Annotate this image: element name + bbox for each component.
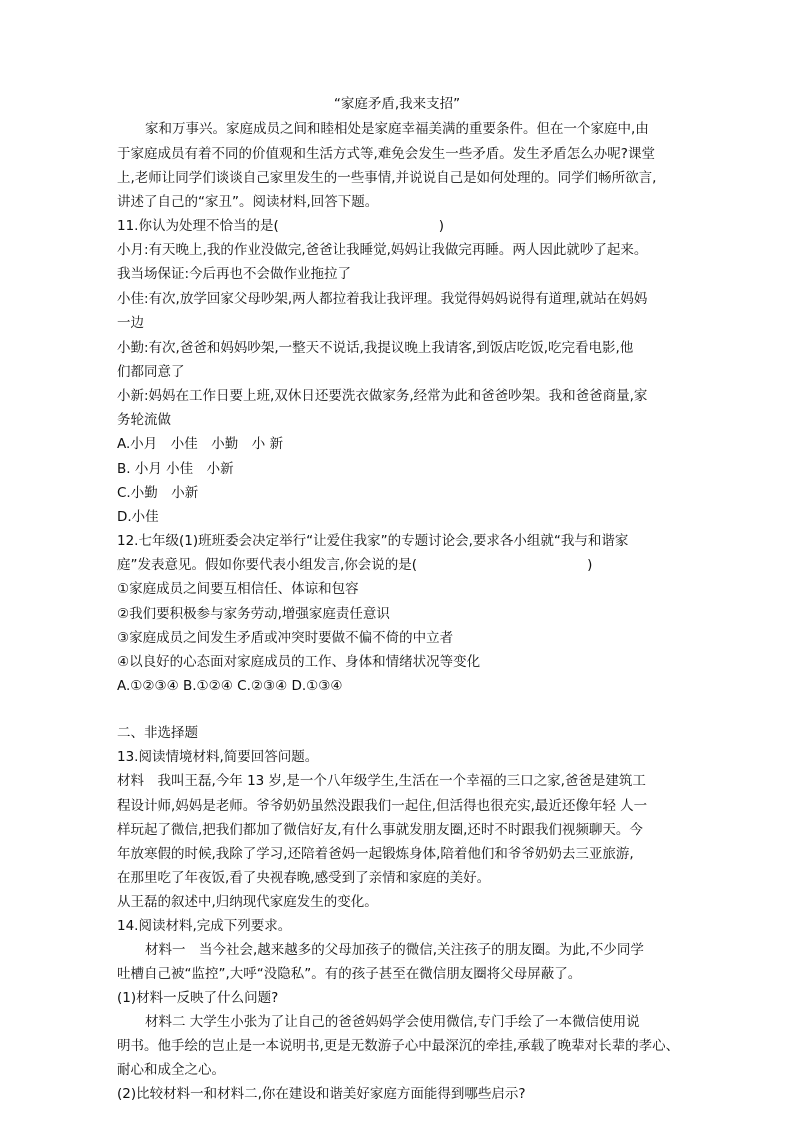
q12-stem-line1: 12.七年级(1)班班委会决定举行“让爱住我家”的专题讨论会,要求各小组就“我与和谐家: [117, 533, 629, 549]
q12-item: ②我们要积极参与家务劳动,增强家庭责任意识: [117, 606, 390, 622]
q13-material-line: 样玩起了微信,把我们都加了微信好友,有什么事就发朋友圈,还时不时跟我们视频聊天。今: [117, 822, 643, 838]
q14-material2-line: 耐心和成全之心。: [117, 1062, 225, 1078]
q11-stem-close: ): [438, 218, 445, 234]
q14-question2: (2)比较材料一和材料二,你在建设和谐美好家庭方面能得到哪些启示?: [117, 1086, 526, 1102]
intro-line: 于家庭成员有着不同的价值观和生活方式等,难免会发生一些矛盾。发生矛盾怎么办呢?课堂: [117, 146, 655, 162]
q11-material-line: 小月:有天晚上,我的作业没做完,爸爸让我睡觉,妈妈让我做完再睡。两人因此就吵了起来。: [117, 242, 648, 258]
q14-stem: 14.阅读材料,完成下列要求。: [117, 918, 292, 934]
q12-item: ④以良好的心态面对家庭成员的工作、身体和情绪状况等变化: [117, 654, 481, 670]
q11-material-line: 小新:妈妈在工作日要上班,双休日还要洗衣做家务,经常为此和爸爸吵架。我和爸爸商量,家: [117, 388, 648, 404]
q14-material2-line: 明书。他手绘的岂止是一本说明书,更是无数游子心中最深沉的牵挂,承载了晚辈对长辈的孝心、: [117, 1038, 680, 1054]
q11-option-b: B. 小月 小佳 小新: [117, 461, 234, 477]
q11-option-d: D.小佳: [117, 509, 159, 525]
q11-stem-text: 11.你认为处理不恰当的是(: [117, 218, 279, 234]
q14-material1-line: 材料一 当今社会,越来越多的父母加孩子的微信,关注孩子的朋友圈。为此,不少同学: [145, 942, 644, 958]
q13-material-line: 在那里吃了年夜饭,看了央视春晚,感受到了亲情和家庭的美好。: [117, 870, 491, 886]
q12-item: ①家庭成员之间要互相信任、体谅和包容: [117, 581, 359, 597]
q13-material-line: 材料 我叫王磊,今年 13 岁,是一个八年级学生,生活在一个幸福的三口之家,爸爸是建筑工: [117, 773, 646, 789]
intro-line: 家和万事兴。家庭成员之间和睦相处是家庭幸福美满的重要条件。但在一个家庭中,由: [145, 121, 649, 137]
q13-material-line: 程设计师,妈妈是老师。爷爷奶奶虽然没跟我们一起住,但活得也很充实,最近还像年轻 人一: [117, 798, 648, 814]
q11-option-c: C.小勤 小新: [117, 485, 199, 501]
q11-option-a: A.小月 小佳 小勤 小 新: [117, 436, 284, 452]
q11-material-line: 小勤:有次,爸爸和妈妈吵架,一整天不说话,我提议晚上我请客,到饭店吃饭,吃完看电影,他: [117, 340, 634, 356]
q11-material-line: 们都同意了: [117, 364, 185, 380]
q11-material-line: 小佳:有次,放学回家父母吵架,两人都拉着我让我评理。我觉得妈妈说得有道理,就站在妈妈: [117, 291, 648, 307]
q12-options: A.①②③④ B.①②④ C.②③④ D.①③④: [117, 678, 343, 694]
q12-item: ③家庭成员之间发生矛盾或冲突时要做不偏不倚的中立者: [117, 630, 454, 646]
intro-line: 上,老师让同学们谈谈自己家里发生的一些事情,并说说自己是如何处理的。同学们畅所欲言,: [117, 170, 657, 186]
q13-question: 从王磊的叙述中,归纳现代家庭发生的变化。: [117, 894, 378, 910]
doc-title: “家庭矛盾,我来支招”: [333, 96, 461, 112]
q14-material2-line: 材料二 大学生小张为了让自己的爸爸妈妈学会使用微信,专门手绘了一本微信使用说: [145, 1014, 640, 1030]
q12-stem-close: ): [587, 557, 593, 573]
q12-stem-text: 庭”发表意见。假如你要代表小组发言,你会说的是(: [117, 557, 418, 573]
q13-material-line: 年放寒假的时候,我除了学习,还陪着爸妈一起锻炼身体,陪着他们和爷爷奶奶去三亚旅游,: [117, 846, 634, 862]
q11-material-line: 务轮流做: [117, 412, 171, 428]
q11-material-line: 我当场保证:今后再也不会做作业拖拉了: [117, 266, 352, 282]
q13-stem: 13.阅读情境材料,简要回答问题。: [117, 749, 319, 765]
intro-line: 讲述了自己的“家丑”。阅读材料,回答下题。: [117, 194, 379, 210]
section-heading: 二、非选择题: [117, 725, 198, 741]
q12-stem-line2: [117, 553, 592, 577]
q14-question1: (1)材料一反映了什么问题?: [117, 990, 279, 1006]
q11-material-line: 一边: [117, 315, 144, 331]
q14-material1-line: 吐槽自己被“监控”,大呼“没隐私”。有的孩子甚至在微信朋友圈将父母屏蔽了。: [117, 966, 582, 982]
q11-stem: [117, 214, 444, 238]
